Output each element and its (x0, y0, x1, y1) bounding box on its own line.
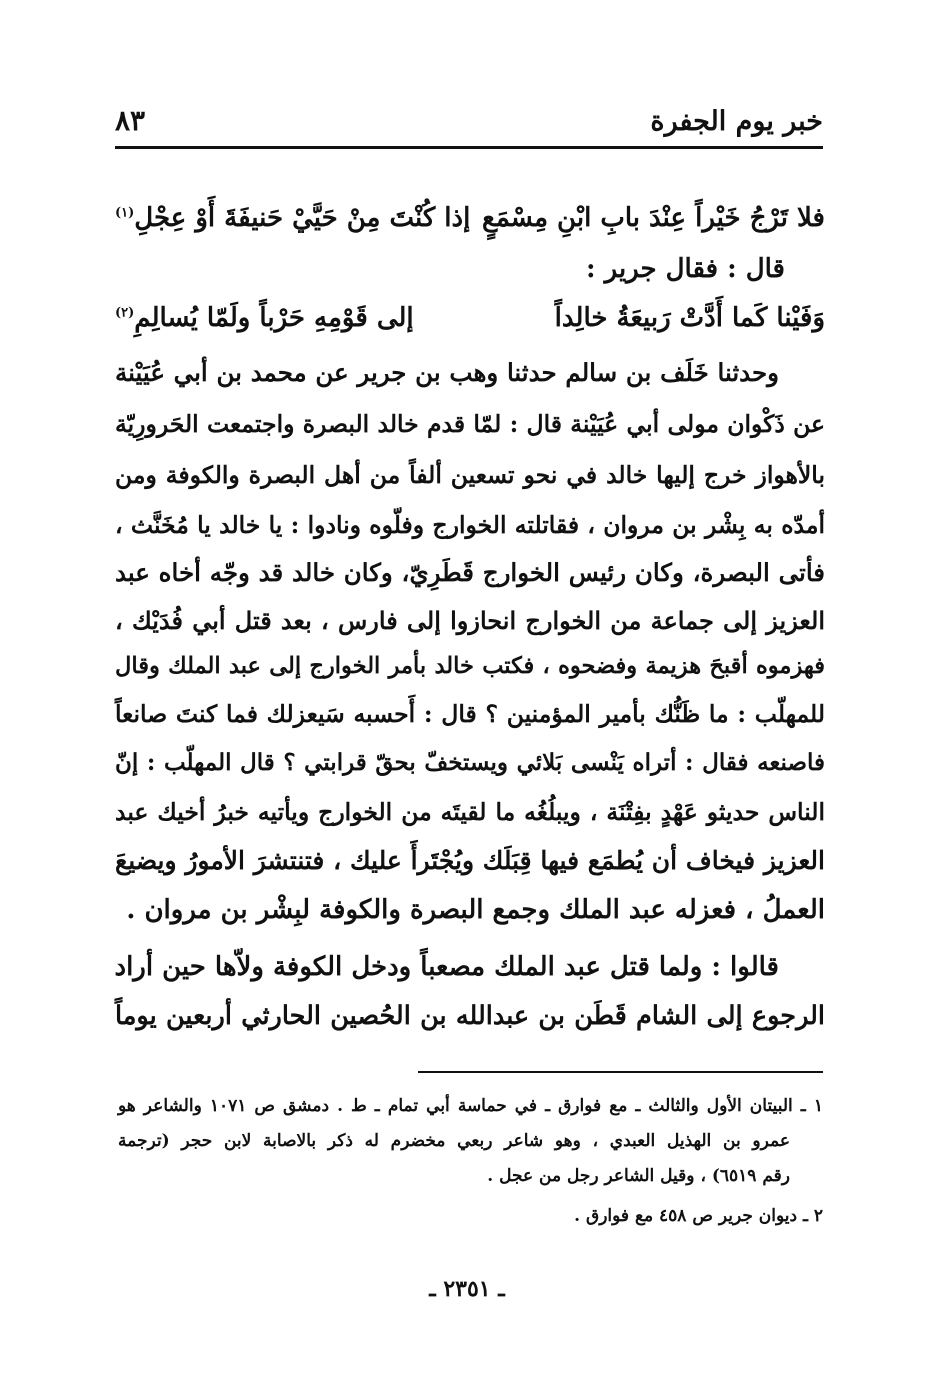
prose-line: قالوا : ولما قتل عبد الملك مصعباً ودخل الكوفة ولاّها حين أراد (114, 952, 779, 982)
prose-line: عن ذَكْوان مولى أبي عُيَيْنة قال : لمّا قدم خالد البصرة واجتمعت الحَرورِيّة (115, 410, 825, 438)
poem-verse (115, 203, 825, 247)
prose-line: فأتى البصرة، وكان رئيس الخوارج قَطَرِيّ، وكان خالد قد وجّه أخاه عبد (115, 558, 825, 587)
prose-line: وحدثنا خَلَف بن سالم حدثنا وهب بن جرير عن محمد بن أبي عُيَيْنة (115, 358, 779, 387)
footnote-line: ٢ ـ ديوان جرير ص ٤٥٨ مع فوارق . (574, 1206, 823, 1226)
bottom-page-number: ـ ٢٣٥١ ـ (429, 1276, 505, 1302)
footnote-ref: (١) (115, 205, 135, 221)
verse-second-hemistich (115, 303, 414, 333)
narration-intro-text: قال : فقال جرير : (585, 254, 785, 284)
prose-line: العزيز فيخاف أن يُطمَع فيها قِبَلَك ويُجْتَرأَ عليك ، فتنتشرَ الأمورُ ويضيعَ (115, 846, 825, 875)
prose-line: الرجوع إلى الشام قَطَن بن عبدالله بن الحُصين الحارثي أربعين يوماً (115, 1001, 825, 1031)
footnote-line: عمرو بن الهذيل العبدي ، وهو شاعر ربعي مخضرم له ذكر بالاصابة لابن حجر (ترجمة (118, 1131, 790, 1151)
verse-first-hemistich: وَفَيْنا كَما أَدَّتْ رَبيعَةُ خالِداً (554, 303, 825, 333)
page-number: ٨٣ (115, 104, 146, 137)
verse-second-text: إذا كُنْتَ مِنْ حَيَّيْ حَنيفَةَ أَوْ عِجْلِ (134, 203, 471, 233)
footnote-line: رقم ٦٥١٩) ، وقيل الشاعر رجل من عجل . (487, 1166, 790, 1186)
verse-second-hemistich (115, 203, 470, 233)
footnote-separator (418, 1071, 823, 1073)
narration-intro (115, 254, 785, 284)
poem-verse (115, 303, 825, 347)
running-head (115, 100, 823, 149)
prose-line: الناس حديثو عَهْدٍ بفِتْنَة ، ويبلُغُه ما لقيتَه من الخوارج ويأتيه خبرُ أخيك عبد (115, 798, 825, 826)
prose-line: فاصنعه فقال : أتراه يَنْسى بَلائي ويستخفّ بحقّ قرابتي ؟ قال المهلّب : إنّ (115, 749, 825, 776)
footnote-line: ١ ـ البيتان الأول والثالث ـ مع فوارق ـ في حماسة أبي تمام ـ ط . دمشق ص ١٠٧١ والشاعر هو (118, 1096, 823, 1116)
verse-second-text: إلى قَوْمِهِ حَرْباً ولَمّا يُسالِمِ (134, 303, 414, 333)
prose-line: للمهلّب : ما ظَنُّك بأمير المؤمنين ؟ قال : أَحسبه سَيعزلك فما كنتَ صانعاً (115, 700, 825, 728)
prose-line: فهزموه أقبحَ هزيمة وفضحوه ، فكتب خالد بأمر الخوارج إلى عبد الملك وقال (115, 653, 825, 679)
prose-line: العزيز إلى جماعة من الخوارج انحازوا إلى فارس ، بعد قتل أبي فُدَيْك ، (115, 606, 825, 635)
prose-line: أمدّه به بِشْر بن مروان ، فقاتلته الخوارج وفلّوه ونادوا : يا خالد يا مُخَنَّث ، (115, 511, 825, 539)
prose-line: العملُ ، فعزله عبد الملك وجمع البصرة والكوفة لبِشْر بن مروان . (126, 895, 825, 925)
running-title: خبر يوم الجفرة (650, 106, 823, 137)
verse-first-hemistich: فلا تَرْجُ خَيْراً عِنْدَ بابِ ابْنِ مِسْمَعٍ (482, 203, 825, 233)
prose-line: بالأهواز خرج إليها خالد في نحو تسعين ألفاً من أهل البصرة والكوفة ومن (115, 461, 825, 489)
footnote-ref: (٢) (115, 305, 135, 321)
